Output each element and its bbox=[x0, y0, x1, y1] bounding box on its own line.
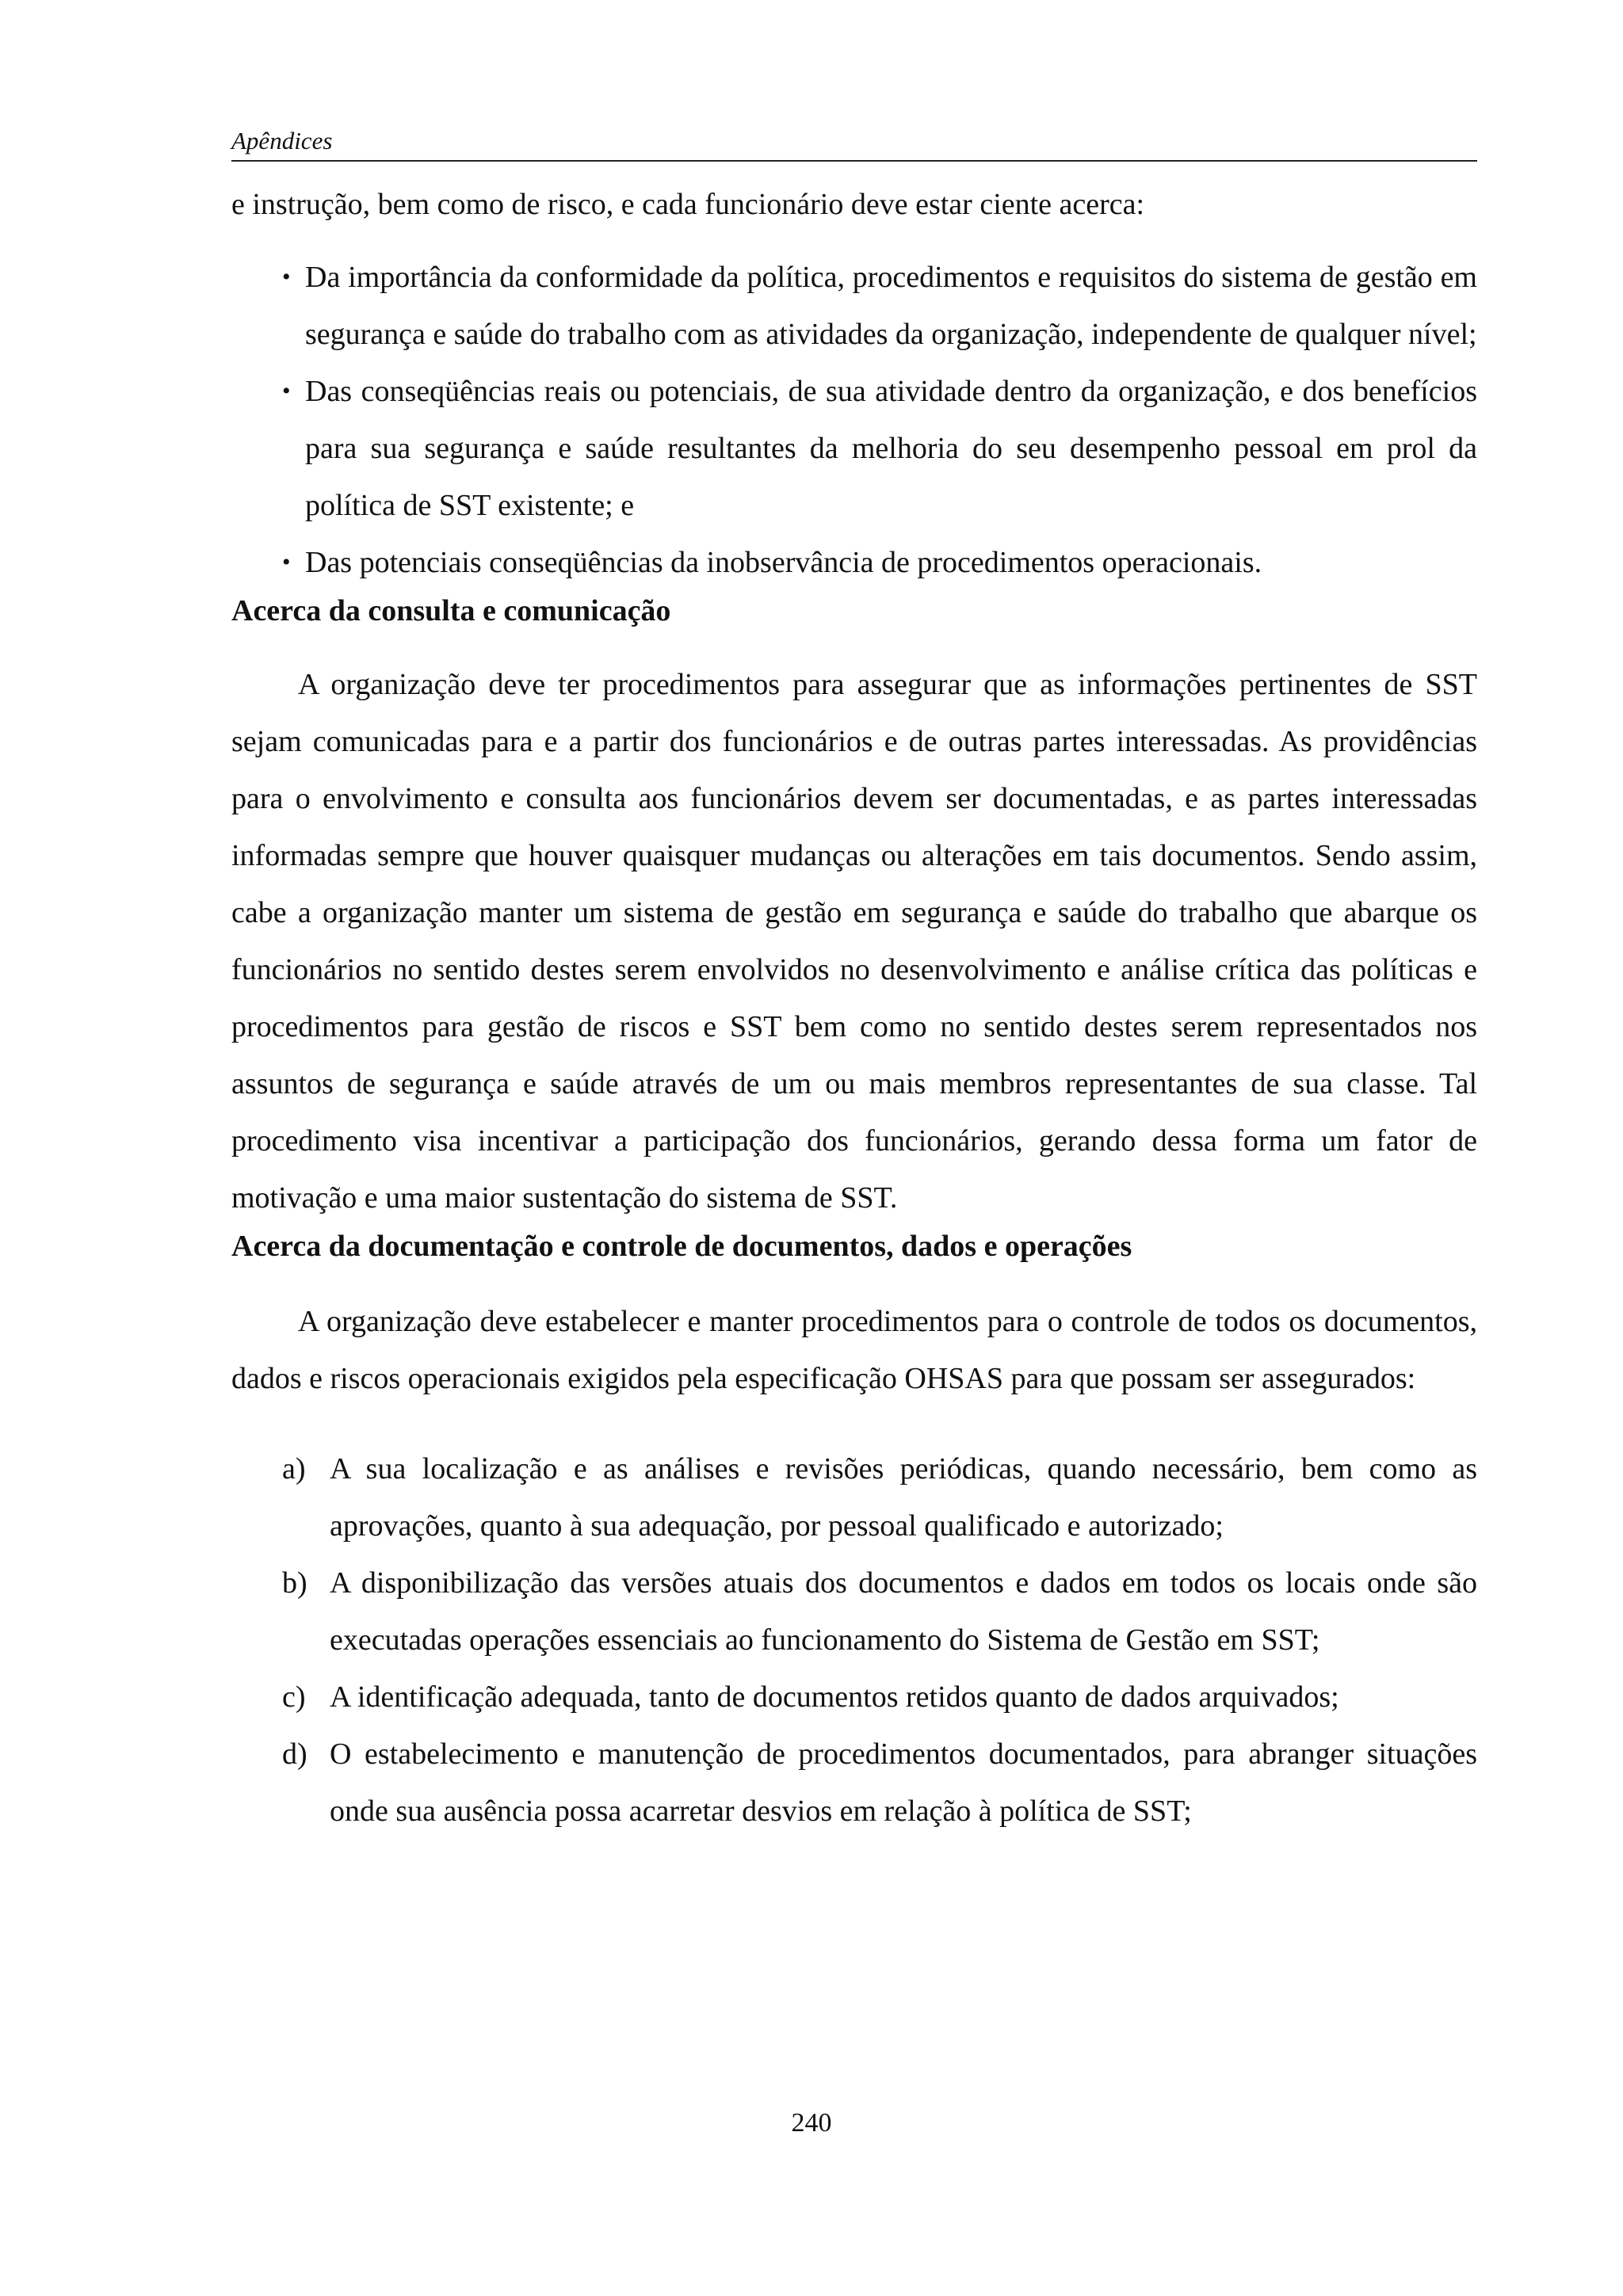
section-heading-consulta: Acerca da consulta e comunicação bbox=[231, 594, 671, 627]
list-item bbox=[231, 1440, 1477, 1554]
bullet-item-text: Das potenciais conseqüências da inobservância de procedimentos operacionais. bbox=[305, 546, 1262, 579]
paragraph-consulta: A organização deve ter procedimentos para assegurar que as informações pertinentes de SST sejam comunicadas para e a partir dos funcionários e de outras partes interessadas. As providências para o envolvimento e consulta aos funcionários devem ser documentadas, e as partes interessadas informadas sempre que houver quaisquer mudanças ou alterações em tais documentos. Sendo assim, cabe a organização manter um sistema de gestão em segurança e saúde do trabalho que abarque os funcionários no sentido destes serem envolvidos no desenvolvimento e análise crítica das políticas e procedimentos para gestão de riscos e SST bem como no sentido destes serem representados nos assuntos de segurança e saúde através de um ou mais membros representantes de sua classe. Tal procedimento visa incentivar a participação dos funcionários, gerando dessa forma um fator de motivação e uma maior sustentação do sistema de SST. bbox=[231, 668, 1477, 1215]
list-item-text: O estabelecimento e manutenção de procedimentos documentados, para abranger situações onde sua ausência possa acarretar desvios em relação à política de SST; bbox=[330, 1737, 1477, 1828]
intro-line: e instrução, bem como de risco, e cada funcionário deve estar ciente acerca: bbox=[231, 188, 1145, 221]
running-header: Apêndices bbox=[231, 127, 1477, 162]
list-item-marker: a) bbox=[282, 1452, 306, 1486]
document-body bbox=[231, 176, 1477, 1840]
bullet-item bbox=[231, 534, 1477, 591]
bullet-item bbox=[231, 363, 1477, 534]
list-item bbox=[231, 1726, 1477, 1840]
awareness-bullet-list bbox=[231, 249, 1477, 591]
list-item bbox=[231, 1554, 1477, 1669]
paragraph-documentacao: A organização deve estabelecer e manter procedimentos para o controle de todos os documentos, dados e riscos operacionais exigidos pela especificação OHSAS para que possam ser assegurados: bbox=[231, 1305, 1477, 1395]
page-number: 240 bbox=[791, 2108, 832, 2138]
requirements-list bbox=[231, 1440, 1477, 1840]
bullet-item bbox=[231, 249, 1477, 363]
list-item-text: A sua localização e as análises e revisões periódicas, quando necessário, bem como as aprovações, quanto à sua adequação, por pessoal qualificado e autorizado; bbox=[330, 1452, 1477, 1543]
list-item-text: A identificação adequada, tanto de documentos retidos quanto de dados arquivados; bbox=[330, 1680, 1339, 1714]
section-heading-documentacao: Acerca da documentação e controle de documentos, dados e operações bbox=[231, 1230, 1132, 1263]
bullet-dot-icon: • bbox=[282, 264, 291, 290]
bullet-item-text: Das conseqüências reais ou potenciais, de sua atividade dentro da organização, e dos benefícios para sua segurança e saúde resultantes da melhoria do seu desempenho pessoal em prol da política de SST existente; e bbox=[305, 375, 1477, 522]
list-item-text: A disponibilização das versões atuais dos documentos e dados em todos os locais onde são executadas operações essenciais ao funcionamento do Sistema de Gestão em SST; bbox=[330, 1566, 1477, 1657]
bullet-dot-icon: • bbox=[282, 378, 291, 404]
bullet-dot-icon: • bbox=[282, 549, 291, 575]
list-item-marker: d) bbox=[282, 1737, 307, 1771]
list-item bbox=[231, 1669, 1477, 1726]
bullet-item-text: Da importância da conformidade da política, procedimentos e requisitos do sistema de gestão em segurança e saúde do trabalho com as atividades da organização, independente de qualquer nível; bbox=[305, 261, 1477, 351]
list-item-marker: c) bbox=[282, 1680, 306, 1714]
list-item-marker: b) bbox=[282, 1566, 307, 1600]
document-page bbox=[231, 127, 1477, 1840]
